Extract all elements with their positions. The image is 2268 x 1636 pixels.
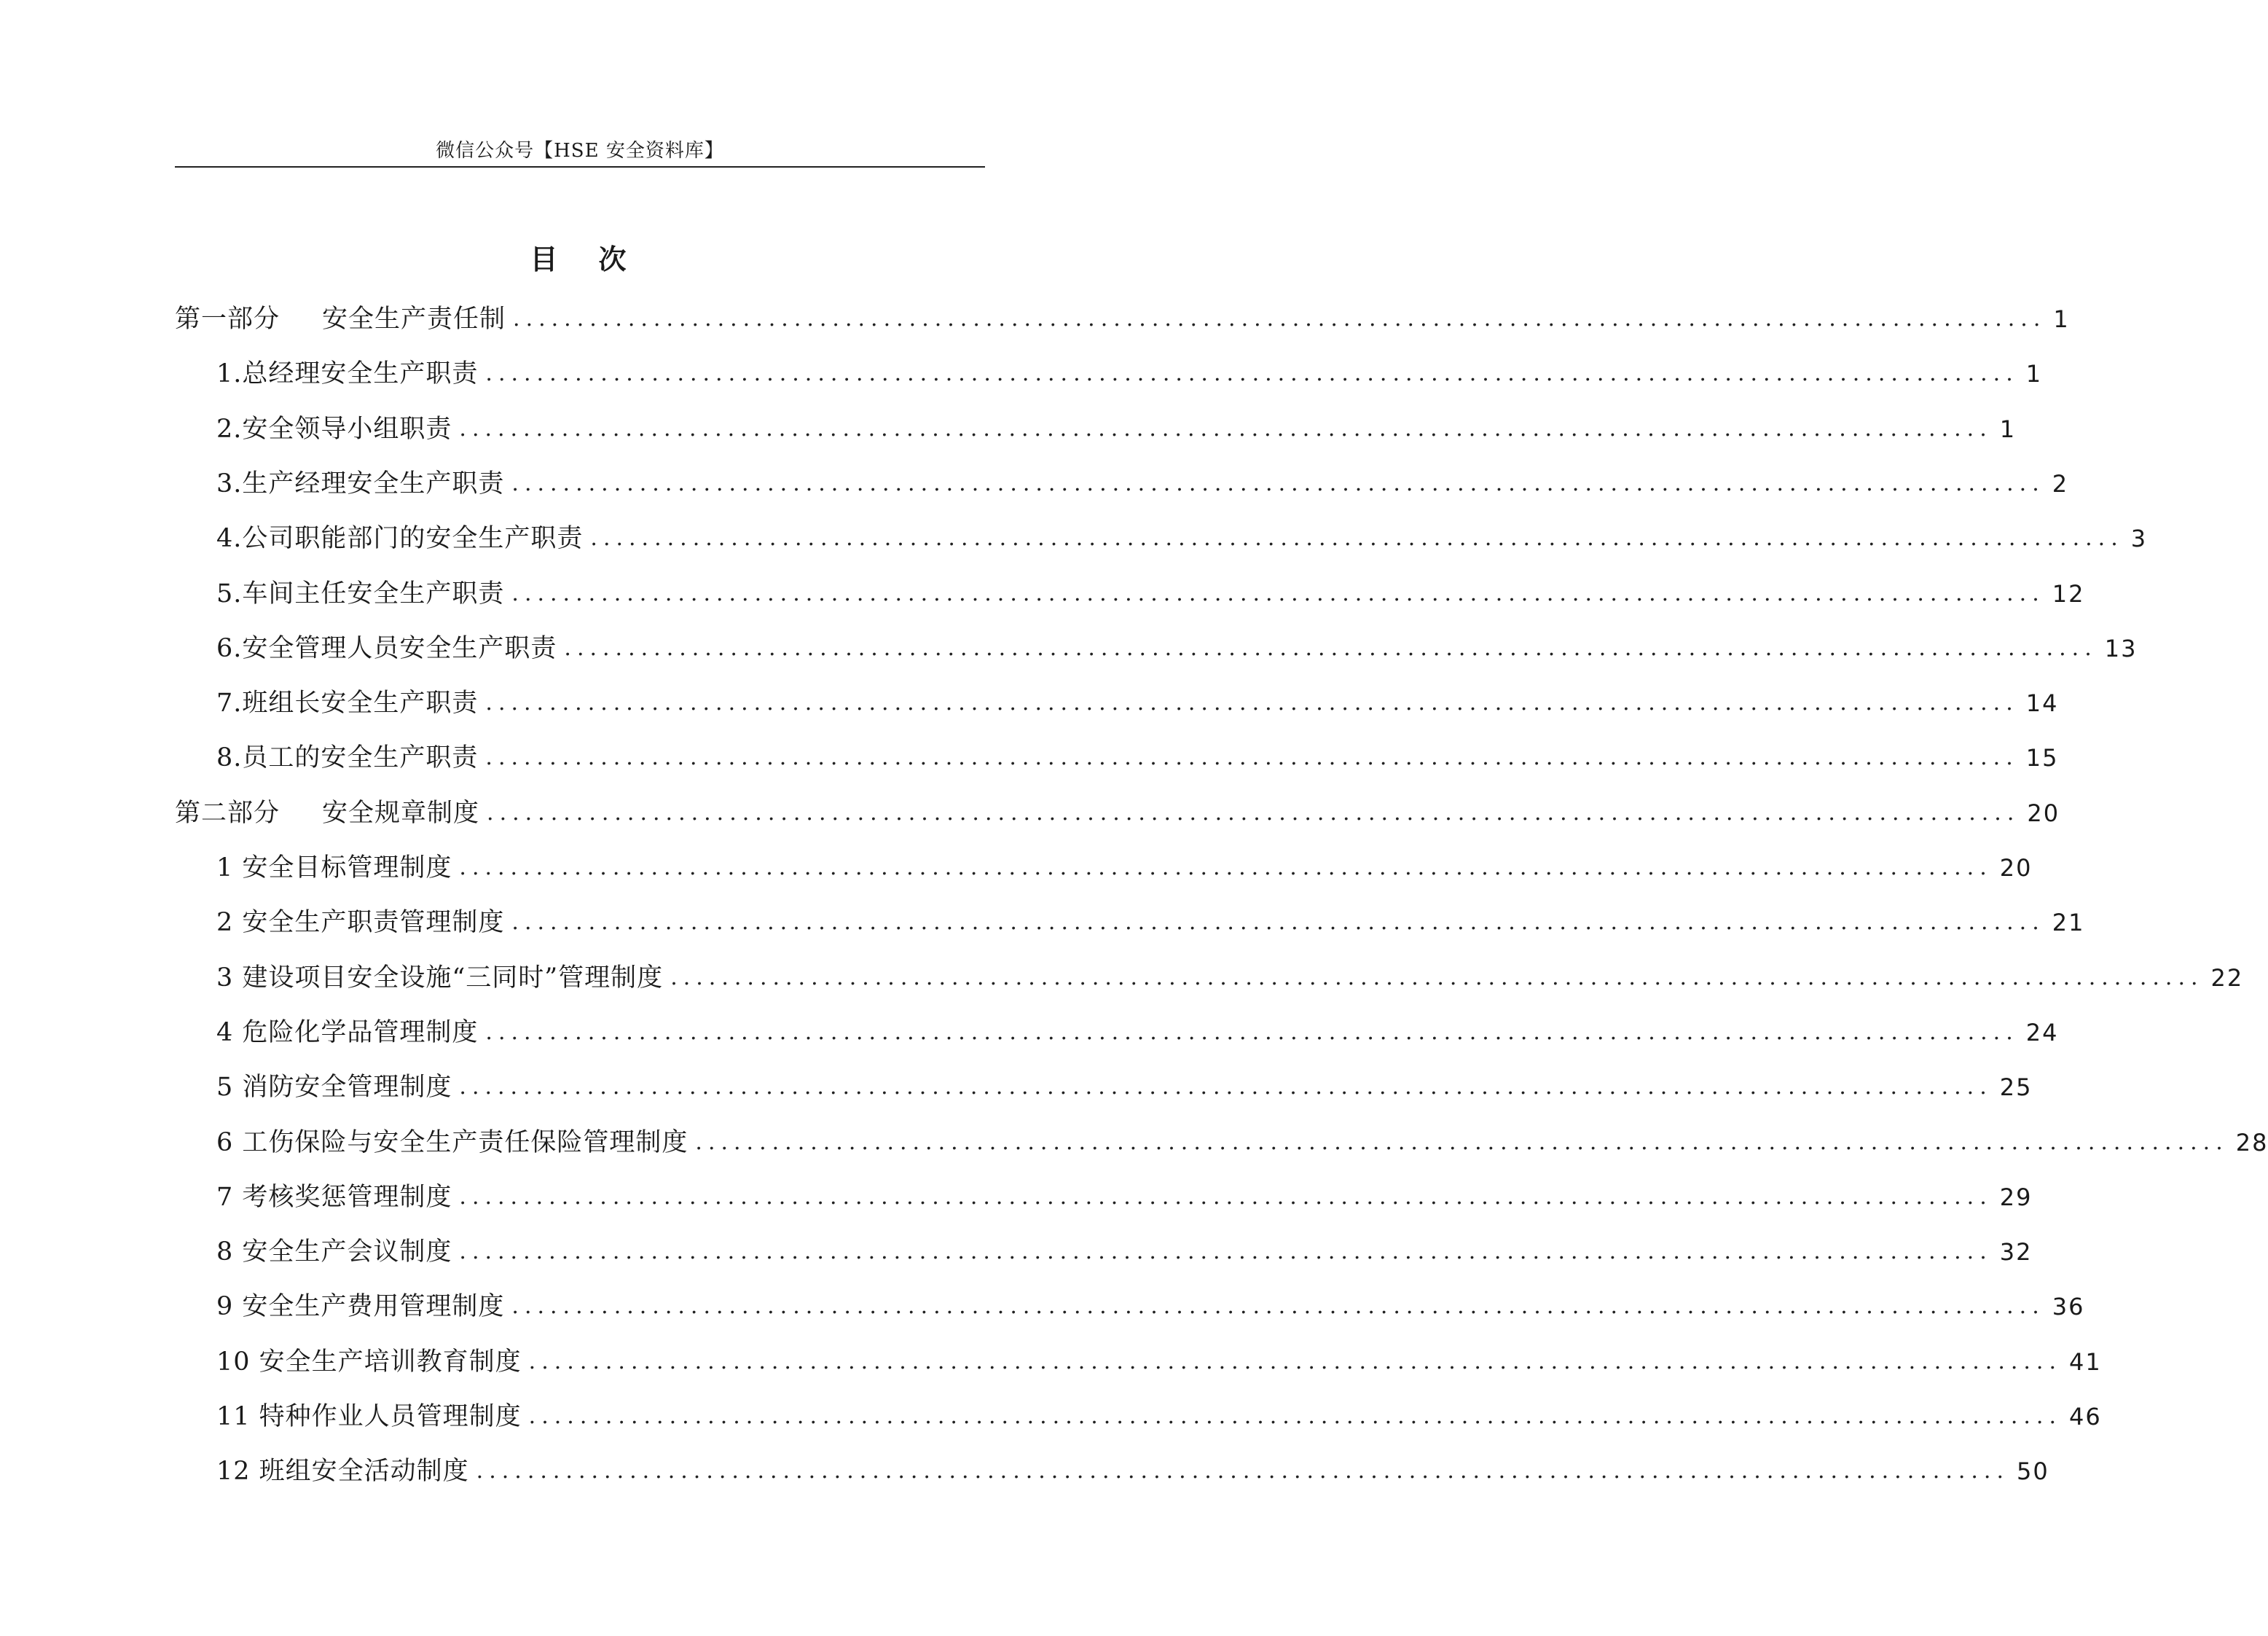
toc-entry-label: 6.安全管理人员安全生产职责 — [216, 633, 557, 663]
toc-page-number: 3 — [2130, 525, 2148, 553]
toc-entry[interactable] — [216, 683, 2059, 724]
toc-entry-label: 9 安全生产费用管理制度 — [216, 1292, 505, 1322]
toc-entry[interactable] — [216, 902, 2085, 943]
toc-entry[interactable] — [216, 848, 2033, 888]
dot-leader: ........................................................................................................................ — [459, 855, 1993, 880]
toc-entry-label: 5 消防安全管理制度 — [216, 1073, 452, 1103]
dot-leader: ........................................................................................................................ — [459, 1183, 1993, 1210]
toc-entry-label: 6 工伤保险与安全生产责任保险管理制度 — [216, 1127, 688, 1157]
dot-leader: ........................................................................................................................ — [459, 415, 1993, 442]
toc-part-number: 第一部分 — [175, 305, 280, 334]
toc-page-number: 24 — [2025, 1018, 2059, 1046]
toc-page-number: 1 — [2053, 305, 2070, 333]
toc-page-number: 28 — [2235, 1128, 2268, 1156]
dot-leader: ........................................................................................................................ — [513, 306, 2047, 332]
toc-entry-label: 8 安全生产会议制度 — [216, 1237, 452, 1267]
page-header: 微信公众号【HSE 安全资料库】 — [175, 136, 985, 168]
toc-entry-label: 7.班组长安全生产职责 — [216, 689, 479, 719]
toc-page-number: 20 — [1999, 854, 2033, 882]
toc-page-number: 14 — [2025, 689, 2059, 718]
toc-part-entry[interactable] — [175, 299, 2070, 340]
toc-part-number: 第二部分 — [175, 798, 280, 828]
dot-leader: ........................................................................................................................ — [511, 580, 2045, 606]
dot-leader: ........................................................................................................................ — [511, 470, 2045, 496]
toc-entry[interactable] — [216, 574, 2085, 614]
toc-page-number: 12 — [2052, 579, 2085, 608]
toc-page-number: 29 — [1999, 1183, 2033, 1211]
toc-page-number: 20 — [2027, 799, 2060, 827]
toc-part-entry[interactable] — [175, 793, 2060, 834]
toc-page-number: 13 — [2104, 634, 2138, 662]
toc-entry[interactable] — [216, 1286, 2085, 1327]
toc-entry-label: 3.生产经理安全生产职责 — [216, 469, 505, 498]
toc-page-number: 1 — [2025, 360, 2043, 388]
dot-leader: ........................................................................................................................ — [528, 1348, 2063, 1374]
dot-leader: ........................................................................................................................ — [476, 1458, 2010, 1484]
toc-entry[interactable] — [216, 628, 2138, 669]
toc-entry-label: 1.总经理安全生产职责 — [216, 359, 479, 389]
toc-entry-label — [175, 299, 506, 340]
toc-entry-label: 4 危险化学品管理制度 — [216, 1017, 479, 1047]
toc-page-number: 15 — [2025, 744, 2059, 772]
dot-leader: ........................................................................................................................ — [459, 1239, 1993, 1265]
dot-leader: ........................................................................................................................ — [564, 635, 2098, 661]
toc-entry-label: 4.公司职能部门的安全生产职责 — [216, 524, 584, 554]
toc-entry[interactable] — [216, 1451, 2049, 1492]
toc-entry[interactable] — [216, 1232, 2033, 1272]
toc-entry[interactable] — [216, 353, 2043, 394]
toc-entry[interactable] — [216, 409, 2017, 450]
dot-leader: ........................................................................................................................ — [485, 745, 2019, 771]
dot-leader: ........................................................................................................................ — [485, 361, 2019, 387]
toc-page-number: 25 — [1999, 1073, 2033, 1102]
toc-page-number: 1 — [1999, 415, 2017, 443]
toc-entry-label: 2.安全领导小组职责 — [216, 414, 452, 444]
toc-entry-label: 5.车间主任安全生产职责 — [216, 579, 505, 608]
toc-entry[interactable] — [216, 1342, 2102, 1382]
toc-entry[interactable] — [216, 463, 2069, 504]
toc-page-number: 50 — [2017, 1457, 2049, 1486]
toc-entry-label: 1 安全目标管理制度 — [216, 853, 452, 882]
toc-entry[interactable] — [216, 1122, 2268, 1163]
dot-leader: ........................................................................................................................ — [670, 964, 2204, 990]
dot-leader: ........................................................................................................................ — [459, 1074, 1993, 1100]
toc-page-number: 36 — [2052, 1293, 2085, 1321]
toc-page-number: 21 — [2052, 909, 2085, 937]
toc-page-number: 41 — [2069, 1347, 2102, 1376]
toc-page-number: 2 — [2052, 469, 2069, 498]
toc-entry-label: 7 考核奖惩管理制度 — [216, 1182, 452, 1212]
toc-entry-label: 10 安全生产培训教育制度 — [216, 1347, 522, 1377]
dot-leader: ........................................................................................................................ — [511, 909, 2045, 936]
toc-entry[interactable] — [216, 1067, 2033, 1108]
toc-title: 目次 — [530, 243, 667, 275]
toc-entry[interactable] — [216, 1012, 2059, 1053]
toc-entry-label: 12 班组安全活动制度 — [216, 1457, 469, 1487]
dot-leader: ........................................................................................................................ — [485, 1019, 2019, 1045]
toc-part-title: 安全规章制度 — [322, 798, 480, 828]
toc-entry-label: 8.员工的安全生产职责 — [216, 743, 479, 773]
toc-entry[interactable] — [216, 518, 2148, 559]
toc-entry[interactable] — [216, 737, 2059, 778]
toc-page-number: 22 — [2210, 963, 2244, 992]
toc-entry-label: 3 建设项目安全设施“三同时”管理制度 — [216, 963, 664, 993]
toc-entry[interactable] — [216, 1396, 2102, 1437]
toc-page-number: 46 — [2069, 1403, 2102, 1430]
toc-entry-label — [175, 793, 479, 834]
toc-entry-label: 11 特种作业人员管理制度 — [216, 1402, 522, 1431]
toc-part-title: 安全生产责任制 — [322, 305, 506, 334]
toc-entry[interactable] — [216, 1177, 2033, 1218]
dot-leader: ........................................................................................................................ — [511, 1293, 2045, 1320]
toc-entry[interactable] — [216, 958, 2244, 998]
toc-entry-label: 2 安全生产职责管理制度 — [216, 908, 505, 938]
dot-leader: ........................................................................................................................ — [590, 525, 2124, 552]
toc-page-number: 32 — [1999, 1238, 2033, 1267]
dot-leader: ........................................................................................................................ — [528, 1404, 2063, 1429]
dot-leader: ........................................................................................................................ — [485, 690, 2019, 716]
dot-leader: ........................................................................................................................ — [487, 799, 2020, 826]
dot-leader: ........................................................................................................................ — [695, 1129, 2229, 1155]
